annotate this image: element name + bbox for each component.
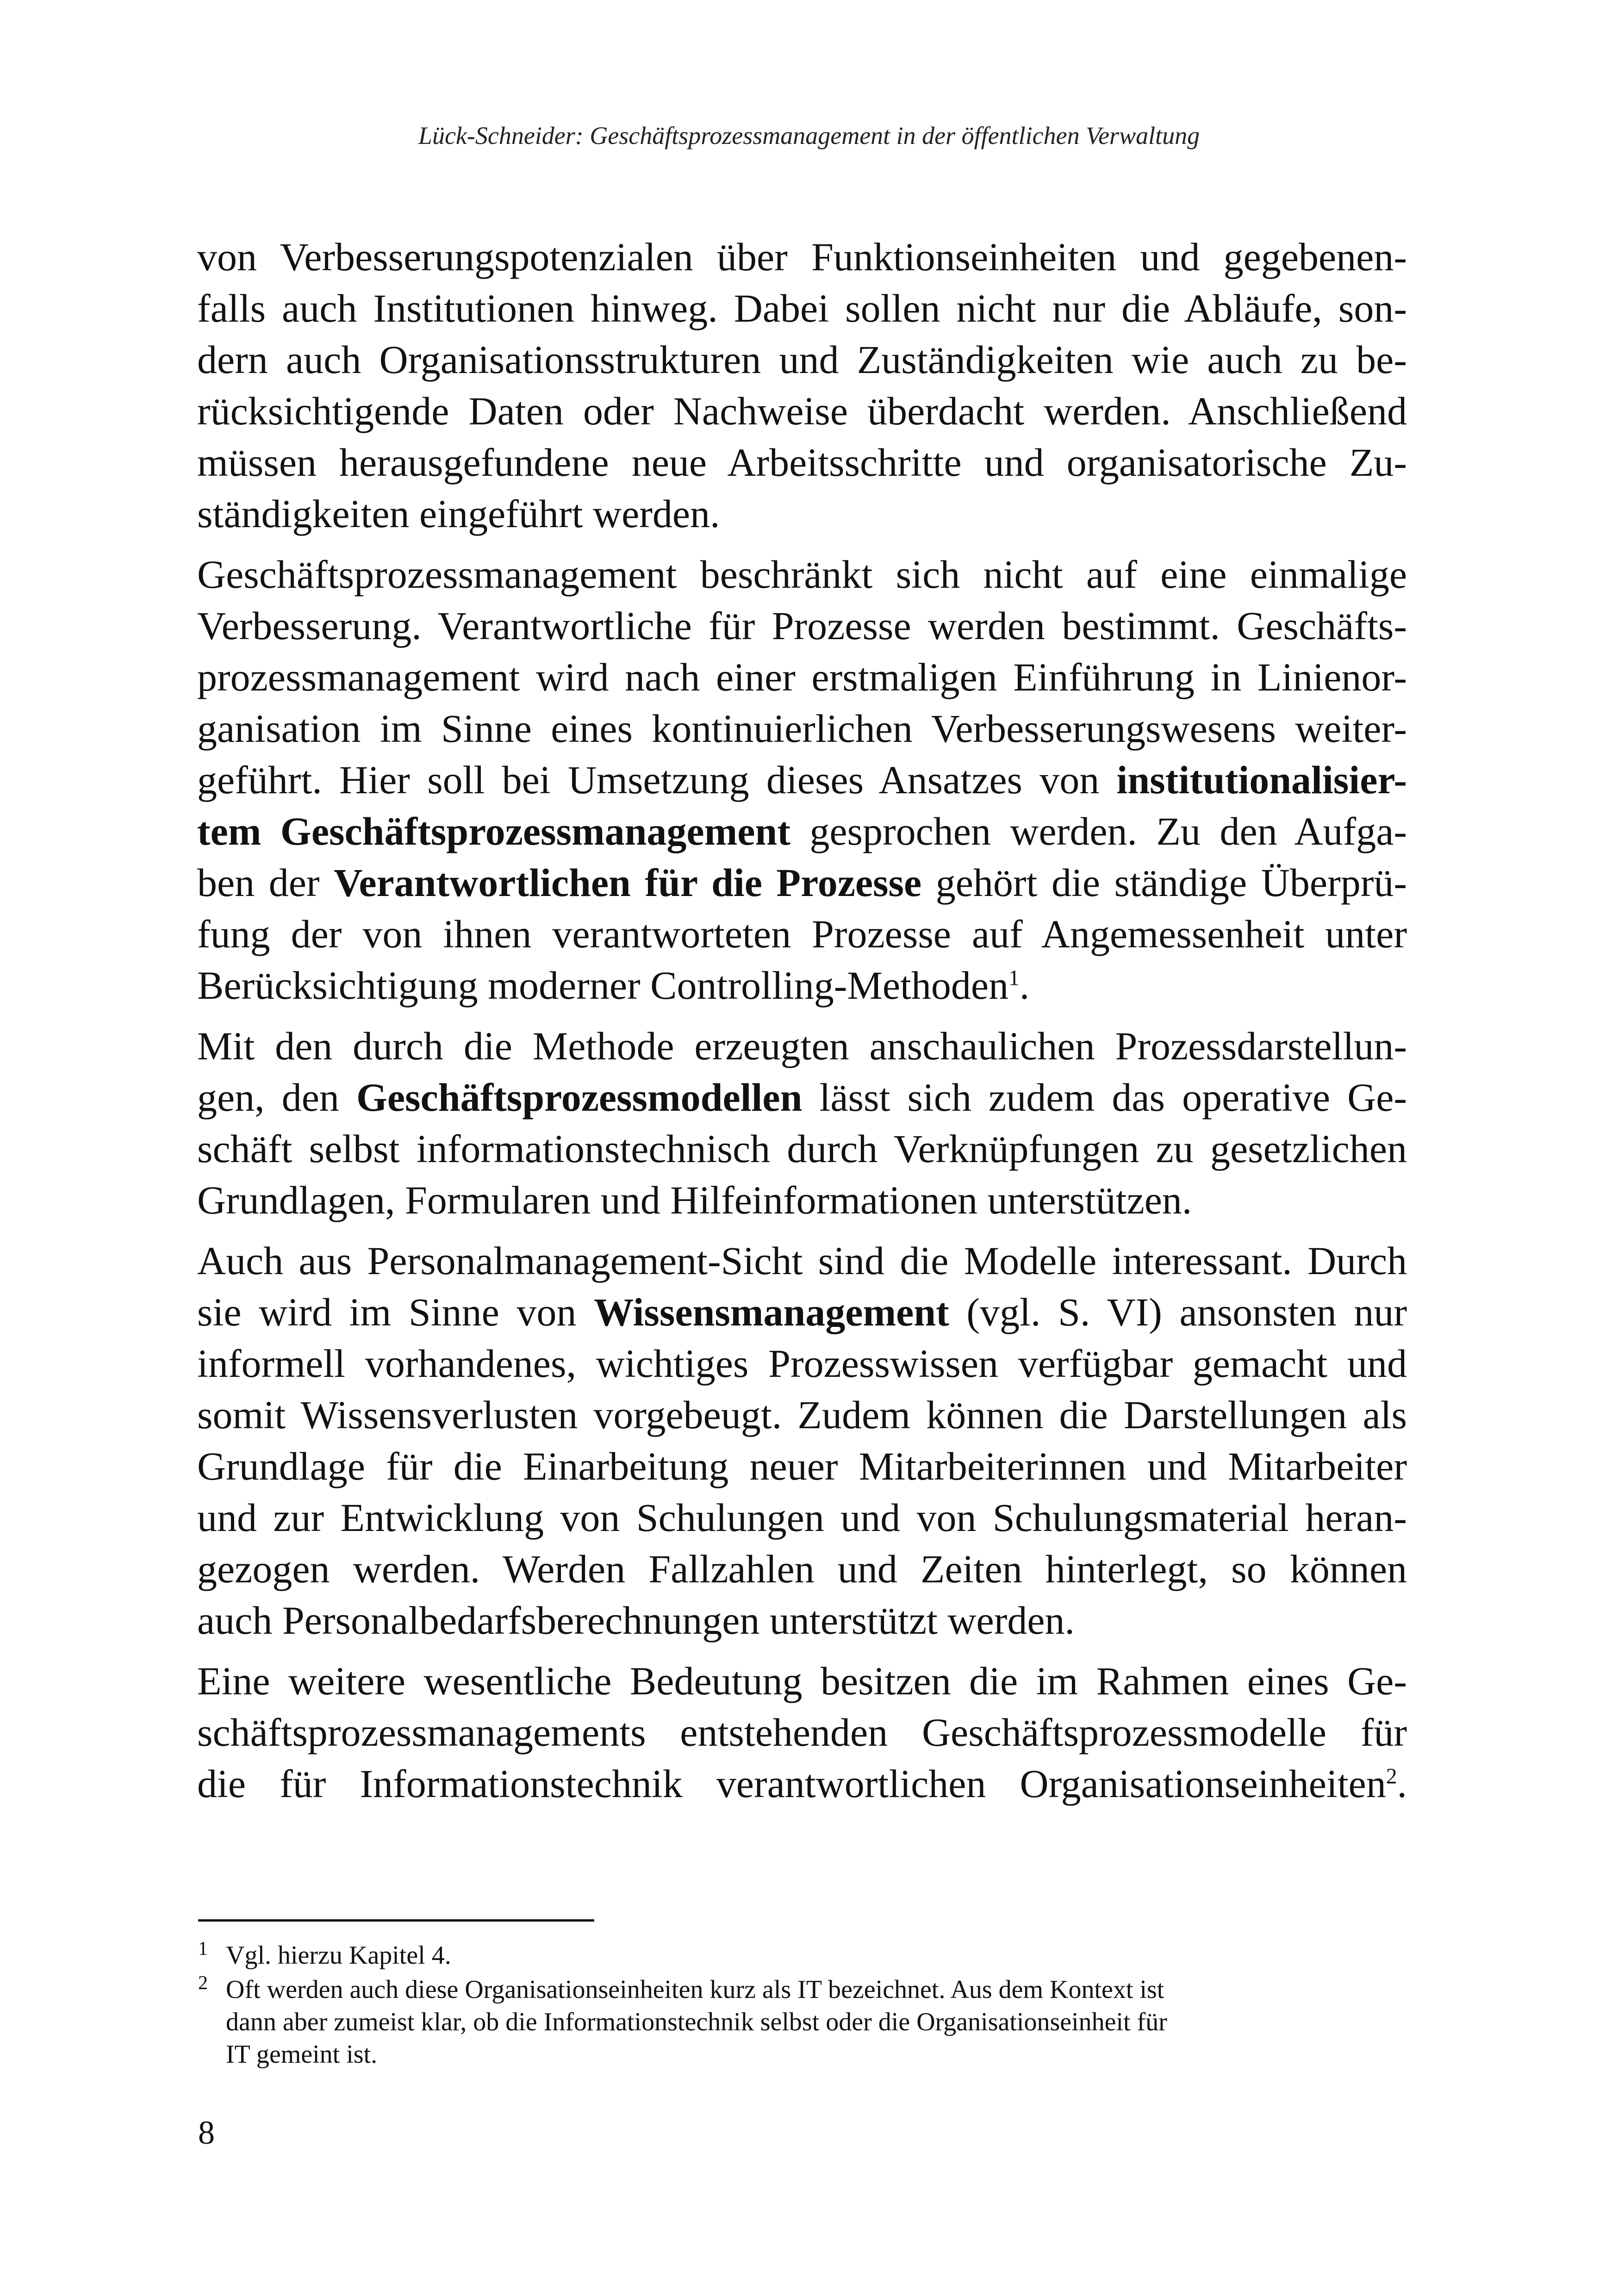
text-line: von Verbesserungspotenzialen über Funktionseinheiten und gegebenen- [197,235,1407,279]
text-line: ständigkeiten eingeführt werden. [197,492,720,536]
text-line: auch Personalbedarfsberechnungen unterstützt werden. [197,1598,1075,1643]
paragraph-2 [197,549,1407,1011]
text-run: lässt sich zudem das operative Ge- [802,1075,1407,1120]
text-line [197,1287,1407,1338]
text-line: schäft selbst informationstechnisch durch Verknüpfungen zu gesetzlichen [197,1126,1407,1171]
text-run: . [1397,1761,1407,1806]
text-line: rücksichtigende Daten oder Nachweise überdacht werden. Anschließend [197,389,1407,433]
text-line [197,806,1407,857]
text-line: dern auch Organisationsstrukturen und Zuständigkeiten wie auch zu be- [197,337,1407,382]
text-line [197,754,1407,806]
paragraph-5 [197,1655,1407,1810]
text-line [197,1758,1407,1810]
body-text [197,231,1407,1819]
text-run: (vgl. S. VI) ansonsten nur [949,1290,1407,1334]
text-line [197,960,1407,1011]
page-number: 8 [198,2114,215,2151]
text-line [197,857,1407,908]
paragraph-3 [197,1020,1407,1226]
footnote-separator [198,1919,594,1922]
footnote-text: dann aber zumeist klar, ob die Informationstechnik selbst oder die Organisationseinheit für [226,2008,1167,2036]
text-line: ganisation im Sinne eines kontinuierlichen Verbesserungswesens weiter- [197,706,1407,751]
footnote-text: Vgl. hierzu Kapitel 4. [226,1941,451,1970]
paragraph-4 [197,1235,1407,1646]
text-line: Auch aus Personalmanagement-Sicht sind die Modelle interessant. Durch [197,1238,1407,1283]
text-line: prozessmanagement wird nach einer erstmaligen Einführung in Linienor- [197,655,1407,699]
footnote-mark: 1 [198,1938,208,1960]
text-line: Grundlage für die Einarbeitung neuer Mitarbeiterinnen und Mitarbeiter [197,1444,1407,1488]
bold-term-institutionalisiertes-gpm-cont: tem Geschäftsprozessmanagement [197,809,790,853]
text-line: Grundlagen, Formularen und Hilfeinformationen unterstützen. [197,1178,1192,1222]
text-run: gehört die ständige Überprü- [921,860,1407,905]
text-line: gezogen werden. Werden Fallzahlen und Zeiten hinterlegt, so können [197,1547,1407,1591]
footnote-mark: 2 [198,1972,208,1994]
text-line: informell vorhandenes, wichtiges Prozesswissen verfügbar gemacht und [197,1341,1407,1386]
running-header: Lück-Schneider: Geschäftsprozessmanagement in der öffentlichen Verwaltung [418,122,1200,149]
text-line: Eine weitere wesentliche Bedeutung besitzen die im Rahmen eines Ge- [197,1659,1407,1703]
bold-term-gp-modelle: Geschäftsprozessmodellen [356,1075,803,1120]
text-line: somit Wissensverlusten vorgebeugt. Zudem können die Darstellungen als [197,1393,1407,1437]
footnote-text: IT gemeint ist. [226,2040,378,2069]
text-line: müssen herausgefundene neue Arbeitsschritte und organisatorische Zu- [197,440,1407,485]
text-line: und zur Entwicklung von Schulungen und von Schulungsmaterial heran- [197,1495,1407,1540]
text-line: falls auch Institutionen hinweg. Dabei sollen nicht nur die Abläufe, son- [197,286,1407,330]
bold-term-institutionalisiertes-gpm: institutionalisier- [1116,758,1407,802]
text-line: Geschäftsprozessmanagement beschränkt sich nicht auf eine einmalige [197,552,1407,597]
text-run: gesprochen werden. Zu den Aufga- [790,809,1407,853]
footnote-ref-2[interactable]: 2 [1386,1764,1397,1789]
footnote-1 [198,1939,1407,1972]
paragraph-1 [197,231,1407,540]
text-line: schäftsprozessmanagements entstehenden Geschäftsprozessmodelle für [197,1710,1407,1755]
text-run: die für Informationstechnik verantwortlichen Organisationseinheiten [197,1761,1386,1806]
text-run: gen, den [197,1075,356,1120]
text-line: Mit den durch die Methode erzeugten anschaulichen Prozessdarstellun- [197,1024,1407,1068]
text-run: sie wird im Sinne von [197,1290,594,1334]
text-run: Berücksichtigung moderner Controlling-Methoden [197,963,1009,1008]
text-line: Verbesserung. Verantwortliche für Prozesse werden bestimmt. Geschäfts- [197,604,1407,648]
footnote-2 [198,1973,1407,2071]
text-run: geführt. Hier soll bei Umsetzung dieses Ansatzes von [197,758,1117,802]
footnotes [198,1939,1407,2072]
text-line: fung der von ihnen verantworteten Prozesse auf Angemessenheit unter [197,912,1407,956]
bold-term-wissensmanagement: Wissensmanagement [594,1290,949,1334]
footnote-ref-1[interactable]: 1 [1008,966,1020,990]
text-run: ben der [197,860,334,905]
bold-term-verantwortliche: Verantwortlichen für die Prozesse [334,860,922,905]
footnote-text: Oft werden auch diese Organisationseinheiten kurz als IT bezeichnet. Aus dem Kontext ist [226,1975,1164,2004]
text-line [197,1072,1407,1123]
text-run: . [1019,963,1030,1008]
